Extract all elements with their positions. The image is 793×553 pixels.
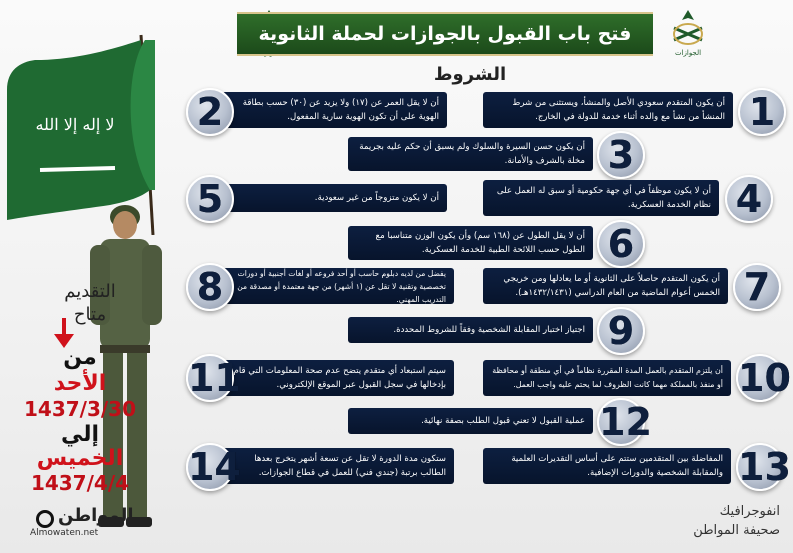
condition-10: أن يلتزم المتقدم بالعمل المدة المقررة نظاماً في أي منطقة أو محافظة أو منفذ بالمملكة مهما كانت الظروف لما يحتم عليه واجب العمل. bbox=[483, 360, 731, 396]
condition-number-1: 1 bbox=[738, 88, 782, 136]
condition-1: أن يكون المتقدم سعودي الأصل والمنشأ، ويستثنى من شرط المنشأ من نشأ مع والده أثناء خدمة للدولة في الخارج. bbox=[483, 92, 733, 128]
apply-from-label: من bbox=[63, 345, 97, 370]
footer-credit bbox=[610, 504, 780, 538]
condition-14: ستكون مدة الدورة لا تقل عن تسعة أشهر يتخرج بعدها الطالب برتبة (جندي فني) للعمل في قطاع الجوازات. bbox=[222, 448, 454, 484]
apply-end-date: 1437/4/4 bbox=[30, 471, 130, 495]
condition-number-5: 5 bbox=[186, 175, 230, 223]
apply-to-label: إلي bbox=[60, 422, 100, 447]
section-title: الشروط bbox=[433, 64, 507, 85]
condition-number-8: 8 bbox=[186, 263, 230, 311]
footer-brand-name: المواطن bbox=[58, 505, 134, 526]
condition-8: يفضل من لديه دبلوم حاسب أو أحد فروعه أو لغات أجنبية أو دورات تخصصية وتقنية لا تقل عن (١ أشهر) من جهة معتمدة أو مصدقة من التدريب المهني. bbox=[222, 268, 454, 304]
condition-number-2: 2 bbox=[186, 88, 230, 136]
condition-number-13: 13 bbox=[738, 445, 791, 489]
condition-number-10: 10 bbox=[738, 356, 791, 400]
down-arrow-icon bbox=[52, 318, 76, 348]
condition-3: أن يكون حسن السيرة والسلوك ولم يسبق أن حكم عليه بجريمة مخلة بالشرف والأمانة. bbox=[348, 137, 593, 171]
condition-number-4: 4 bbox=[725, 175, 769, 223]
condition-number-7: 7 bbox=[733, 263, 777, 311]
apply-line-1: التقديم bbox=[64, 281, 116, 302]
condition-4: أن لا يكون موظفاً في أي جهة حكومية أو سبق له العمل على نظام الخدمة العسكرية. bbox=[483, 180, 719, 216]
apply-end-day: الخميس bbox=[36, 446, 124, 471]
condition-number-11: 11 bbox=[188, 356, 241, 400]
apply-start-date: 1437/3/30 bbox=[23, 397, 137, 421]
apply-start-day: الأحد bbox=[53, 371, 107, 396]
condition-13: المفاضلة بين المتقدمين ستتم على أساس التقديرات العلمية والمقابلة الشخصية والدورات الإضافية. bbox=[483, 448, 731, 484]
condition-5: أن لا يكون متزوجاً من غير سعودية. bbox=[222, 184, 447, 212]
condition-number-14: 14 bbox=[188, 445, 241, 489]
svg-text:الجوازات: الجوازات bbox=[674, 49, 702, 57]
condition-9: اجتياز اختبار المقابلة الشخصية وفقاً للشروط المحددة. bbox=[348, 317, 593, 343]
condition-number-12: 12 bbox=[599, 400, 652, 444]
condition-7: أن يكون المتقدم حاصلاً على الثانوية أو ما يعادلها ومن خريجي الخمس أعوام الماضية من العام الدراسي (١٤٣٢/١٤٣١هـ). bbox=[483, 268, 728, 304]
footer-url: Almowaten.net bbox=[30, 528, 99, 538]
condition-number-3: 3 bbox=[597, 131, 641, 179]
condition-number-9: 9 bbox=[597, 307, 641, 355]
passports-emblem-right bbox=[666, 6, 710, 58]
condition-number-6: 6 bbox=[597, 220, 641, 268]
condition-11: سيتم استبعاد أي متقدم يتضح عدم صحة المعلومات التي قام بإدخالها في سجل القبول عبر الموقع الإلكتروني. bbox=[222, 360, 454, 396]
condition-2: أن لا يقل العمر عن (١٧) ولا يزيد عن (٣٠) حسب بطاقة الهوية على أن تكون الهوية سارية المفعول. bbox=[222, 92, 447, 128]
footer-infographic-label: انفوجرافيك bbox=[719, 504, 780, 519]
condition-6: أن لا يقل الطول عن (١٦٨ سم) وأن يكون الوزن متناسبا مع الطول حسب اللائحة الطبية للخدمة العسكرية. bbox=[348, 226, 593, 260]
condition-12: عملية القبول لا تعني قبول الطلب بصفة نهائية. bbox=[348, 408, 593, 434]
footer-paper-name: صحيفة المواطن bbox=[693, 523, 780, 538]
apply-line-2: متاح bbox=[73, 304, 107, 325]
svg-text:لا إله إلا الله: لا إله إلا الله bbox=[35, 115, 115, 134]
page-title-banner bbox=[237, 12, 653, 56]
footer-brand bbox=[30, 505, 150, 538]
page-title: فتح باب القبول بالجوازات لحملة الثانوية bbox=[258, 23, 632, 45]
